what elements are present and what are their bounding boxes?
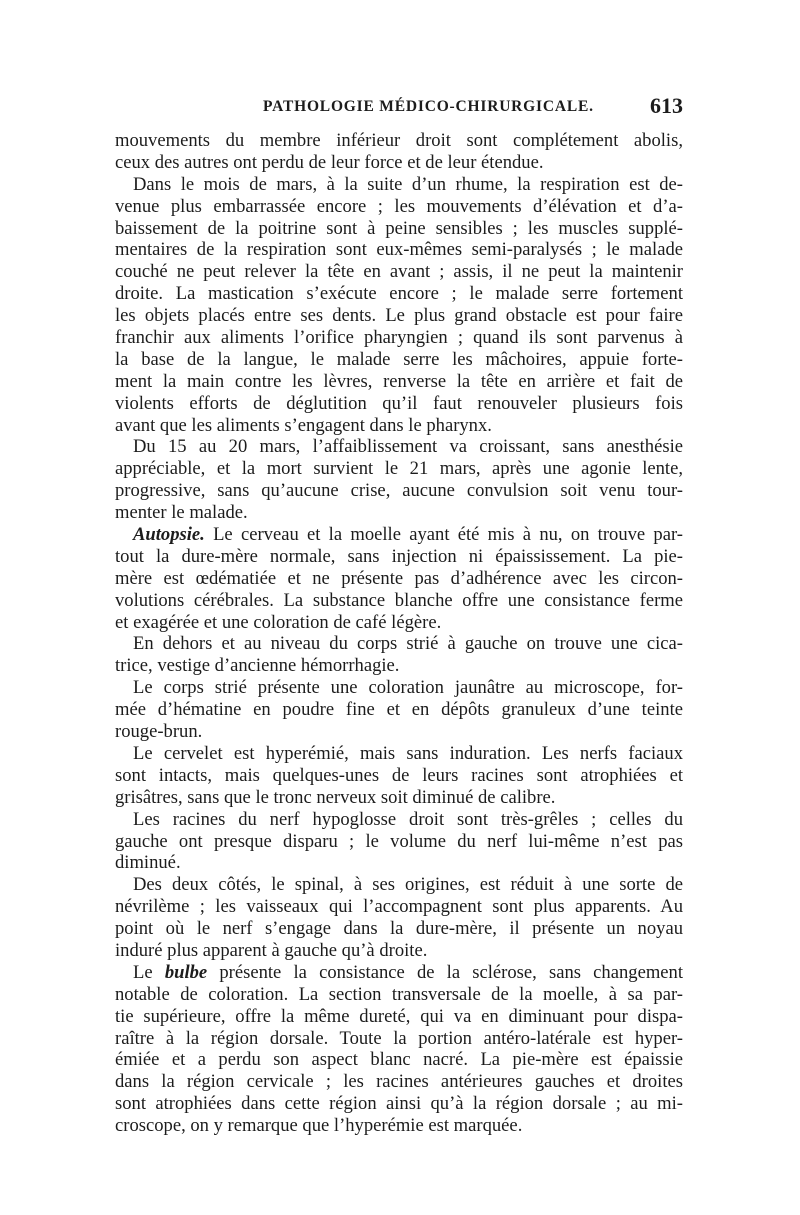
text-line-rest: présente la consistance de la sclérose, sans changement <box>219 961 684 983</box>
text-line: point où le nerf s’engage dans la dure-mère, il présente un noyau <box>115 918 683 940</box>
text-line: mouvements du membre inférieur droit sont complétement abolis, <box>115 130 683 151</box>
text-line: induré plus apparent à gauche qu’à droite. <box>115 939 428 961</box>
page-number: 613 <box>650 93 683 118</box>
text-line: violents efforts de déglutition qu’il faut renouveler plusieurs fois <box>115 392 683 414</box>
text-line: sont atrophiées dans cette région ainsi qu’à la région dorsale ; au mi- <box>115 1093 683 1115</box>
text-line: Des deux côtés, le spinal, à ses origines, est réduit à une sorte de <box>133 874 683 896</box>
text-line: sont intacts, mais quelques-unes de leurs racines sont atrophiées et <box>115 764 683 786</box>
text-line: couché ne peut relever la tête en avant ; assis, il ne peut la maintenir <box>115 261 683 283</box>
text-line: menter le malade. <box>115 502 248 524</box>
bulbe-term: bulbe <box>164 961 208 983</box>
text-line: volutions cérébrales. La substance blanche offre une consistance ferme <box>115 589 683 611</box>
text-line: dans la région cervicale ; les racines antérieures gauches et droites <box>115 1071 683 1093</box>
text-line: raître à la région dorsale. Toute la portion antéro-latérale est hyper- <box>115 1027 683 1049</box>
text-line: mentaires de la respiration sont eux-mêmes semi-paralysés ; le malade <box>115 239 683 261</box>
text-line: Le corps strié présente une coloration jaunâtre au microscope, for- <box>133 677 683 699</box>
text-line <box>115 524 683 546</box>
text-line: diminué. <box>115 852 181 874</box>
text-line: tout la dure-mère normale, sans injection ni épaississement. La pie- <box>115 545 683 567</box>
text-line: émiée et a perdu son aspect blanc nacré. La pie-mère est épaissie <box>115 1049 683 1071</box>
text-line: franchir aux aliments l’orifice pharyngien ; quand ils sont parvenus à <box>115 327 683 349</box>
text-line: les objets placés entre ses dents. Le plus grand obstacle est pour faire <box>115 305 683 327</box>
text-line: baissement de la poitrine sont à peine sensibles ; les muscles supplé- <box>115 217 683 239</box>
running-header <box>115 93 683 122</box>
text-line: tie supérieure, offre la même dureté, qui va en diminuant pour dispa- <box>115 1005 683 1027</box>
text-line: Dans le mois de mars, à la suite d’un rhume, la respiration est de- <box>133 173 683 195</box>
text-line: Du 15 au 20 mars, l’affaiblissement va croissant, sans anesthésie <box>133 436 683 458</box>
text-line: mée d’hématine en poudre fine et en dépôts granuleux d’une teinte <box>115 699 683 721</box>
text-line: gauche ont presque disparu ; le volume du nerf lui-même n’est pas <box>115 830 683 852</box>
text-line: grisâtres, sans que le tronc nerveux soit diminué de calibre. <box>115 786 556 808</box>
text-line: ment la main contre les lèvres, renverse la tête en arrière et fait de <box>115 370 683 392</box>
body-text <box>115 130 683 1137</box>
text-line: venue plus embarrassée encore ; les mouvements d’élévation et d’a- <box>115 195 683 217</box>
text-line: droite. La mastication s’exécute encore ; le malade serre fortement <box>115 283 683 305</box>
text-line: et exagérée et une coloration de café légère. <box>115 611 442 633</box>
text-line: progressive, sans qu’aucune crise, aucune convulsion soit venu tour- <box>115 480 683 502</box>
autopsie-heading: Autopsie. <box>133 524 205 546</box>
text-line <box>115 962 683 984</box>
text-line: appréciable, et la mort survient le 21 mars, après une agonie lente, <box>115 458 683 480</box>
text-line: croscope, on y remarque que l’hyperémie est marquée. <box>115 1115 523 1137</box>
text-line: notable de coloration. La section transversale de la moelle, à sa par- <box>115 983 683 1005</box>
text-line: mère est œdématiée et ne présente pas d’adhérence avec les circon- <box>115 567 683 589</box>
text-line: Le cervelet est hyperémié, mais sans induration. Les nerfs faciaux <box>133 742 683 764</box>
text-line: ceux des autres ont perdu de leur force et de leur étendue. <box>115 151 544 173</box>
text-line: rouge-brun. <box>115 721 203 743</box>
text-line: Les racines du nerf hypoglosse droit sont très-grêles ; celles du <box>133 808 683 830</box>
text-line: la base de la langue, le malade serre les mâchoires, appuie forte- <box>115 348 683 370</box>
text-line: névrilème ; les vaisseaux qui l’accompagnent sont plus apparents. Au <box>115 896 683 918</box>
text-line: En dehors et au niveau du corps strié à gauche on trouve une cica- <box>133 633 683 655</box>
text-line-start: Le <box>133 961 153 983</box>
text-line: avant que les aliments s’engagent dans le pharynx. <box>115 414 492 436</box>
running-title: PATHOLOGIE MÉDICO-CHIRURGICALE. <box>263 98 594 115</box>
text-line: trice, vestige d’ancienne hémorrhagie. <box>115 655 400 677</box>
text-line-rest: Le cerveau et la moelle ayant été mis à nu, on trouve par- <box>213 524 683 546</box>
